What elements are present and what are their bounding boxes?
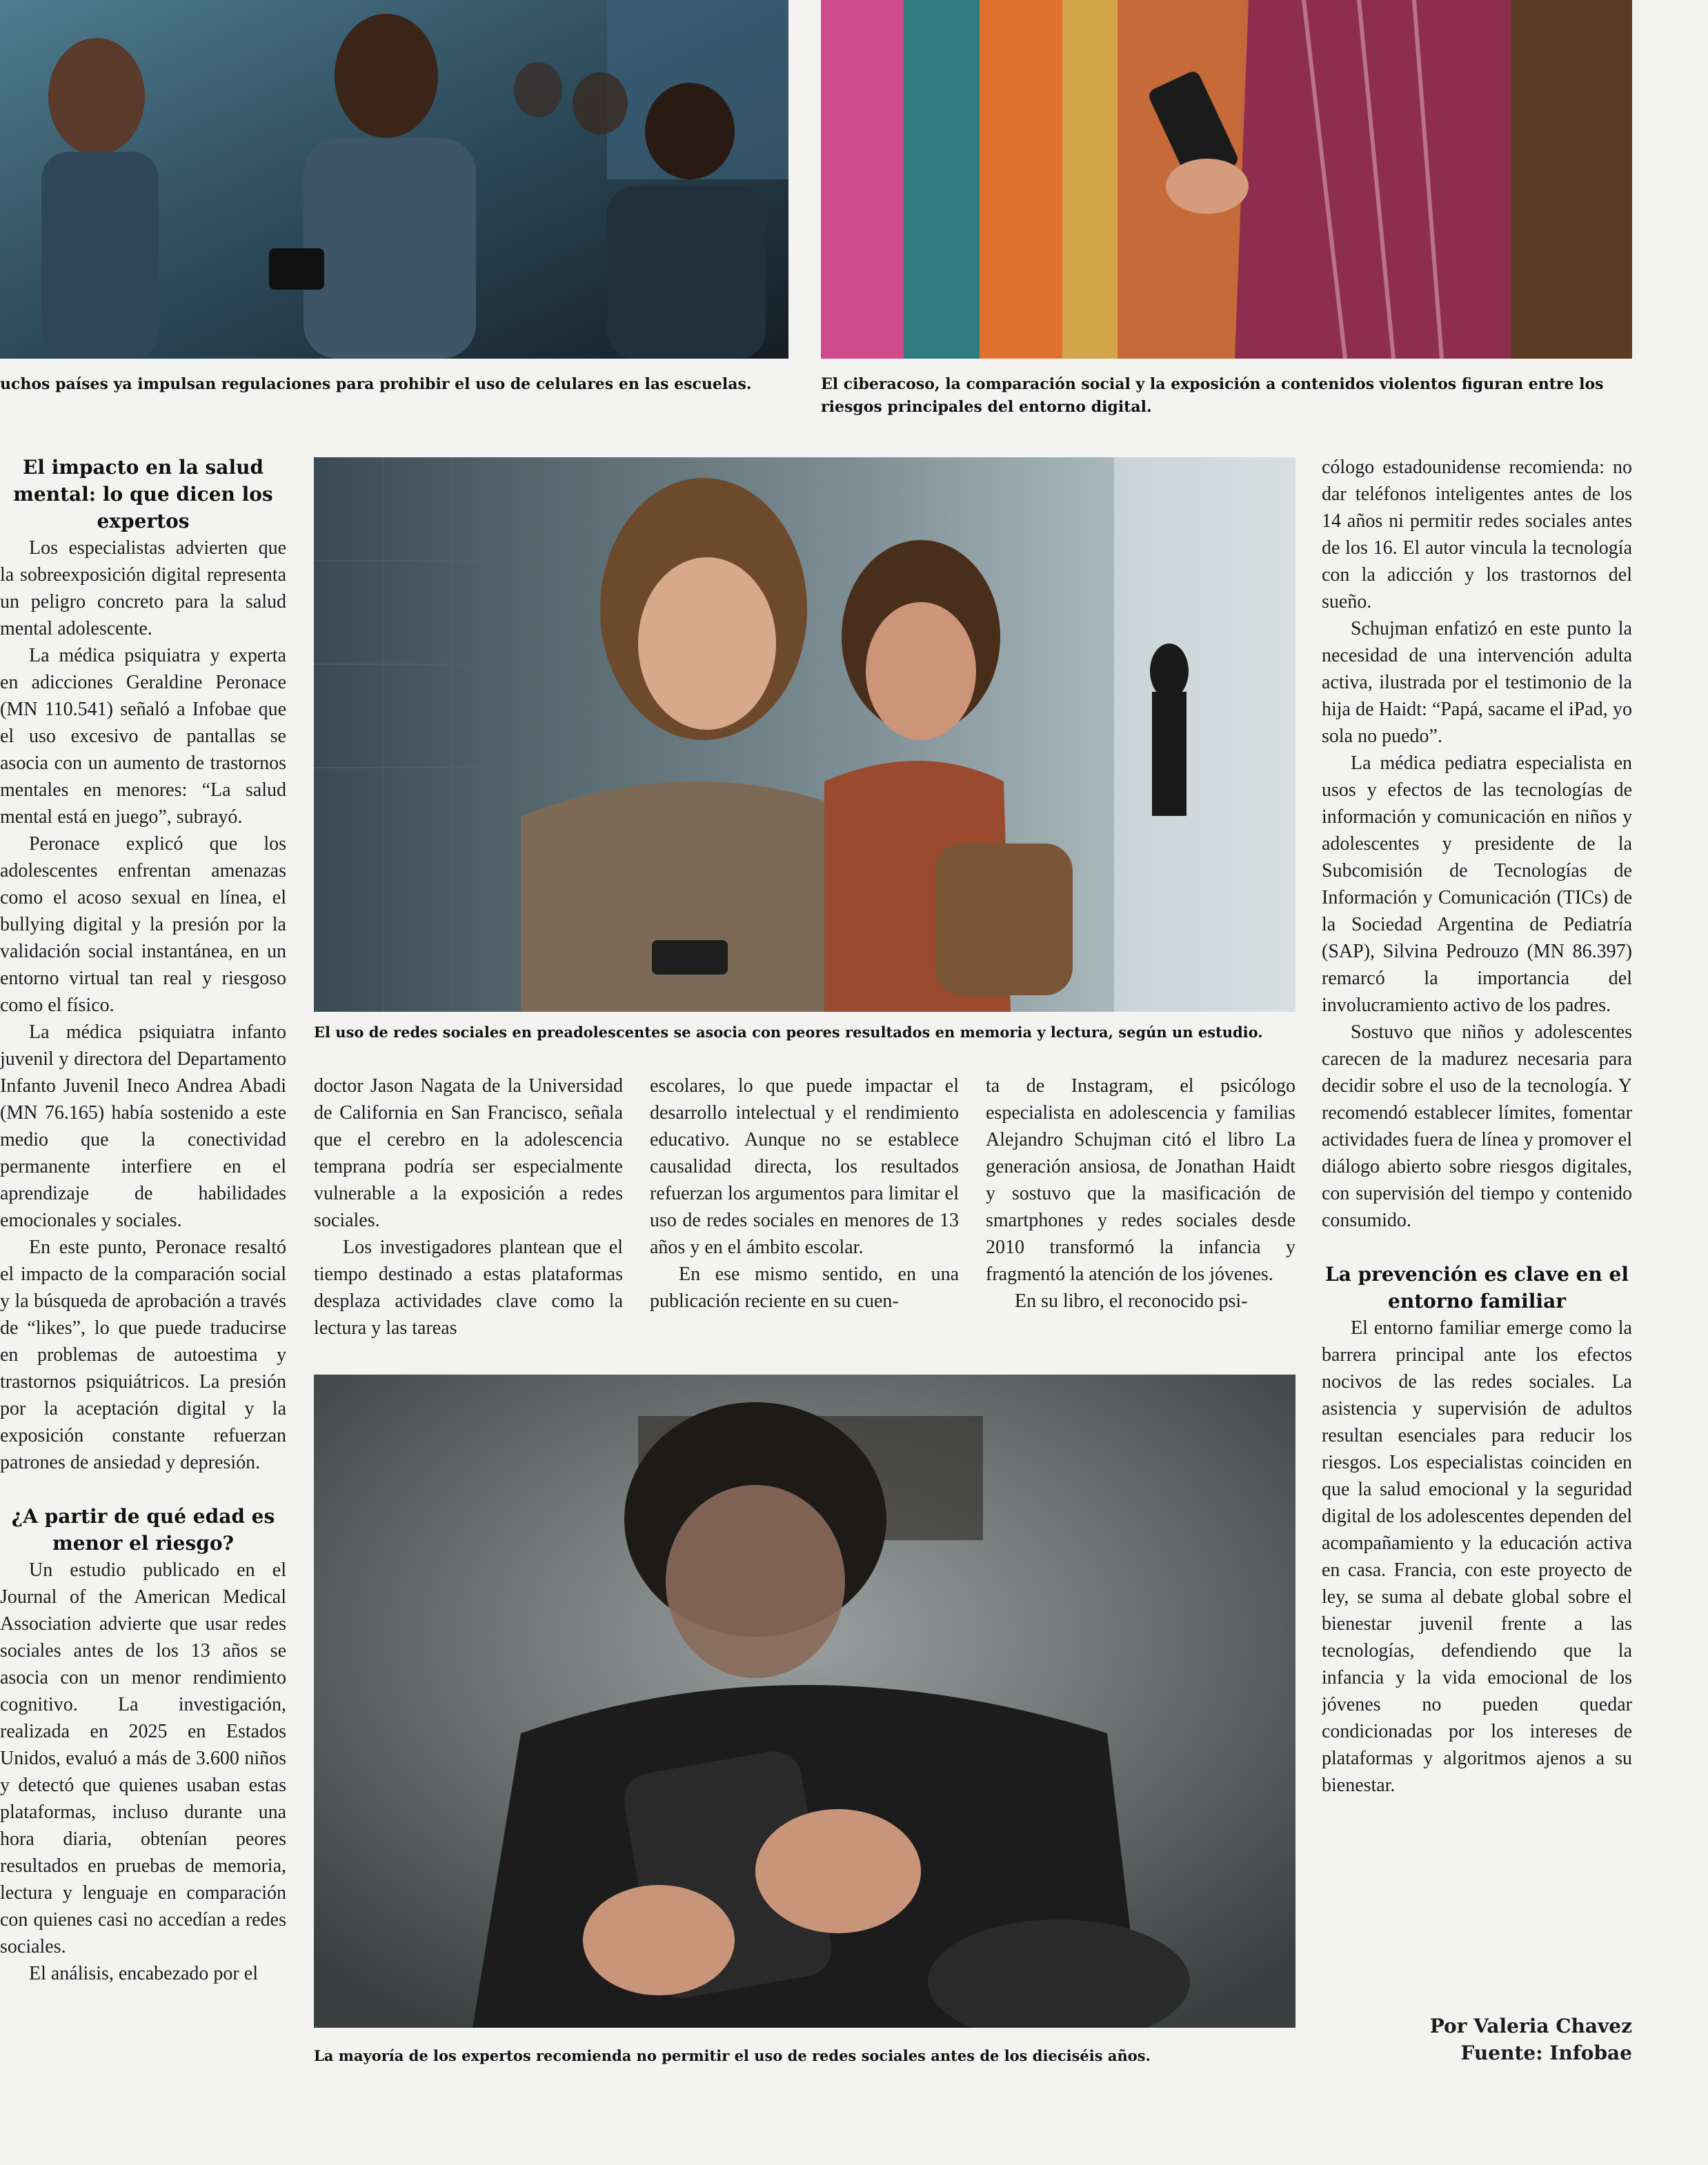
caption-middle: El uso de redes sociales en preadolescentes se asocia con peores resultados en memoria y lectura, según un estudio. bbox=[314, 1024, 1263, 1041]
paragraph: La médica psiquiatra infanto juvenil y directora del Departamento Infanto Juvenil Ineco Andrea Abadi (MN 76.165) había sostenido a este medio que la conectividad permanente interfiere en el aprendizaje de habilidades emocionales y sociales. bbox=[0, 1021, 286, 1231]
photo-preteens-with-phones bbox=[314, 457, 1295, 1012]
section-heading-age-risk: ¿A partir de qué edad es menor el riesgo? bbox=[11, 1505, 275, 1555]
article-column-4 bbox=[986, 1072, 1295, 1348]
paragraph: Los especialistas advierten que la sobreexposición digital representa un peligro concreto para la salud mental adolescente. bbox=[0, 537, 286, 639]
caption-top-left: uchos países ya impulsan regulaciones para prohibir el uso de celulares en las escuelas. bbox=[0, 375, 752, 393]
photo-teen-on-phone-blurred bbox=[314, 1375, 1295, 2028]
section-heading-mental-health: El impacto en la salud mental: lo que dicen los expertos bbox=[13, 456, 273, 532]
paragraph: ta de Instagram, el psicólogo especialista en adolescencia y familias Alejandro Schujman citó el libro La generación ansiosa, de Jonathan Haidt y sostuvo que la masificación de smartphones y redes sociales desde 2010 transformó la infancia y fragmentó la atención de los jóvenes. bbox=[986, 1075, 1295, 1285]
photo-teen-with-phone-colorful-wall bbox=[821, 0, 1632, 359]
paragraph: escolares, lo que puede impactar el desarrollo intelectual y el rendimiento educativo. Aunque no se establece causalidad directa, los resultados refuerzan los argumentos para limitar el uso de redes sociales en menores de 13 años y en el ámbito escolar. bbox=[650, 1075, 959, 1258]
article-column-3 bbox=[650, 1072, 959, 1348]
paragraph: La médica psiquiatra y experta en adicciones Geraldine Peronace (MN 110.541) señaló a Infobae que el uso excesivo de pantallas se asocia con un aumento de trastornos mentales en menores: “La salud mental está en juego”, subrayó. bbox=[0, 645, 286, 828]
paragraph: Sostuvo que niños y adolescentes carecen de la madurez necesaria para decidir sobre el uso de la tecnología. Y recomendó establecer límites, fomentar actividades fuera de línea y promover el diálogo abierto sobre riesgos digitales, con supervisión del tiempo y contenido consumido. bbox=[1322, 1021, 1632, 1231]
paragraph: Peronace explicó que los adolescentes enfrentan amenazas como el acoso sexual en línea, el bullying digital y la presión por la validación social instantánea, en un entorno virtual tan real y riesgoso como el físico. bbox=[0, 833, 286, 1016]
caption-top-right: El ciberacoso, la comparación social y la exposición a contenidos violentos figuran entre los riesgos principales del entorno digital. bbox=[821, 375, 1604, 416]
article-column-2 bbox=[314, 1072, 623, 1348]
paragraph: El entorno familiar emerge como la barrera principal ante los efectos nocivos de las redes sociales. La asistencia y supervisión de adultos resultan esenciales para reducir los riesgos. Los especialistas coinciden en que la salud emocional y la seguridad digital de los adolescentes dependen del acompañamiento y la educación activa en casa. Francia, con este proyecto de ley, se suma al debate global sobre el bienestar juvenil frente a las tecnologías, defendiendo que la infancia y la vida emocional de los jóvenes no pueden quedar condicionadas por los intereses de plataformas y algoritmos ajenos a su bienestar. bbox=[1322, 1317, 1632, 1796]
paragraph: La médica pediatra especialista en usos y efectos de las tecnologías de información y comunicación en niños y adolescentes y presidente de la Subcomisión de Tecnologías de Información y Comunicación (TICs) de la Sociedad Argentina de Pediatría (SAP), Silvina Pedrouzo (MN 86.397) remarcó la importancia del involucramiento activo de los padres. bbox=[1322, 752, 1632, 1016]
article-column-5 bbox=[1322, 454, 1632, 1999]
article-column-1 bbox=[0, 454, 286, 2068]
paragraph: Los investigadores plantean que el tiempo destinado a estas plataformas desplaza actividades clave como la lectura y las tareas bbox=[314, 1237, 623, 1339]
paragraph: Schujman enfatizó en este punto la necesidad de una intervención adulta activa, ilustrada por el testimonio de la hija de Haidt: “Papá, sacame el iPad, yo sola no puedo”. bbox=[1322, 618, 1632, 747]
paragraph: El análisis, encabezado por el bbox=[29, 1963, 258, 1984]
photo-students-hallway bbox=[0, 0, 788, 359]
section-heading-prevention: La prevención es clave en el entorno familiar bbox=[1325, 1263, 1629, 1313]
article-credits bbox=[1430, 2013, 1632, 2066]
paragraph: En este punto, Peronace resaltó el impacto de la comparación social y la búsqueda de aprobación a través de “likes”, lo que puede traducirse en problemas de autoestima y trastornos psiquiátricos. La presión por la aceptación digital y la exposición constante refuerzan patrones de ansiedad y depresión. bbox=[0, 1237, 286, 1473]
paragraph: doctor Jason Nagata de la Universidad de California en San Francisco, señala que el cerebro en la adolescencia temprana podría ser especialmente vulnerable a la exposición a redes sociales. bbox=[314, 1075, 623, 1231]
author-byline: Por Valeria Chavez bbox=[1429, 2015, 1632, 2037]
paragraph: En su libro, el reconocido psi- bbox=[1015, 1290, 1248, 1312]
paragraph: En ese mismo sentido, en una publicación reciente en su cuen- bbox=[650, 1264, 959, 1312]
caption-bottom: La mayoría de los expertos recomienda no permitir el uso de redes sociales antes de los dieciséis años. bbox=[314, 2047, 1151, 2064]
paragraph: Un estudio publicado en el Journal of the American Medical Association advierte que usar redes sociales antes de los 13 años se asocia con un menor rendimiento cognitivo. La investigación, realizada en 2025 en Estados Unidos, evaluó a más de 3.600 niños y detectó que quienes usaban estas plataformas, incluso durante una hora diaria, obtenían peores resultados en pruebas de memoria, lectura y lenguaje en comparación con quienes casi no accedían a redes sociales. bbox=[0, 1559, 286, 1957]
paragraph: cólogo estadounidense recomienda: no dar teléfonos inteligentes antes de los 14 años ni permitir redes sociales antes de los 16. El autor vincula la tecnología con la adicción y los trastornos del sueño. bbox=[1322, 457, 1632, 612]
source-line: Fuente: Infobae bbox=[1460, 2042, 1632, 2064]
